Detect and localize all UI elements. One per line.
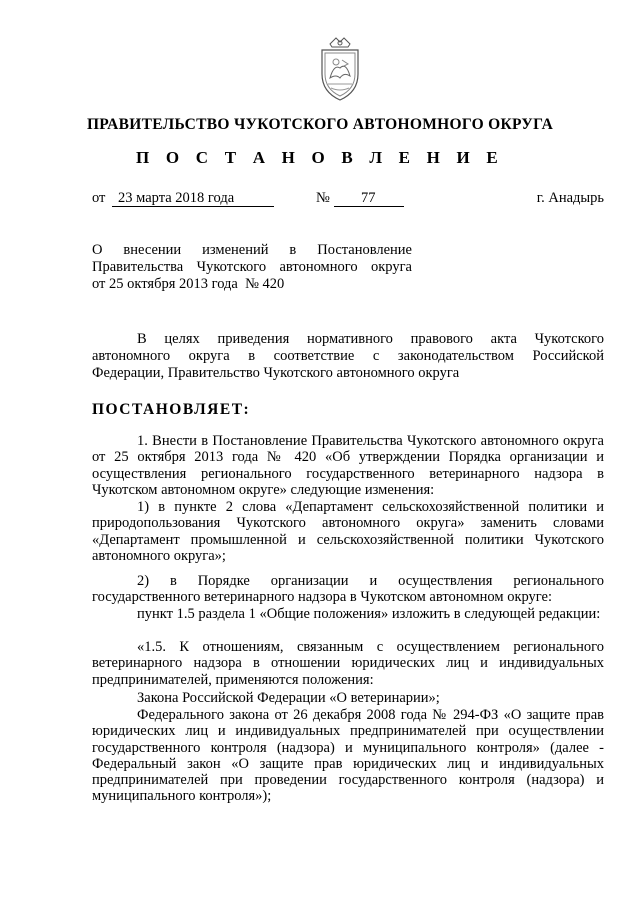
coat-of-arms-emblem — [304, 34, 376, 106]
preamble-line-2: автономного округа в соответствие с законодательством Российской — [92, 348, 604, 364]
subject-line-2: Правительства Чукотского автономного округа — [92, 259, 412, 275]
paragraph-2: 1) в пункте 2 слова «Департамент сельскохозяйственной политики и природопользования Чукотского автономного округа» заменить словами «Департамент промышленной и сельскохозяйственной политики Чукотского автономного округа»; — [92, 499, 604, 564]
subject-line-1: О внесении изменений в Постановление — [92, 242, 412, 258]
paragraph-6: Закона Российской Федерации «О ветеринарии»; — [137, 690, 440, 706]
city: г. Анадырь — [536, 190, 604, 206]
organization-title: ПРАВИТЕЛЬСТВО ЧУКОТСКОГО АВТОНОМНОГО ОКРУГА — [86, 116, 554, 133]
subject-line-3: от 25 октября 2013 года № 420 — [92, 276, 285, 292]
preamble-line-3: Федерации, Правительство Чукотского автономного округа — [92, 365, 460, 381]
paragraph-4: пункт 1.5 раздела 1 «Общие положения» изложить в следующей редакции: — [137, 606, 601, 622]
resolves-heading: ПОСТАНОВЛЯЕТ: — [92, 401, 251, 418]
document-date: 23 марта 2018 года — [118, 190, 235, 206]
paragraph-1: 1. Внести в Постановление Правительства Чукотского автономного округа от 25 октября 2013 года № 420 «Об утверждении Порядка организации и осуществления регионального государственного ветеринарного надзора в Чукотском автономном округе» следующие изменения: — [92, 433, 604, 498]
paragraph-3: 2) в Порядке организации и осуществления регионального государственного ветеринарного надзора в Чукотском автономном округе: — [92, 573, 604, 606]
document-number: 77 — [361, 190, 376, 206]
preamble-line-1: В целях приведения нормативного правового акта Чукотского — [137, 331, 604, 347]
paragraph-5: «1.5. К отношениям, связанным с осуществлением регионального ветеринарного надзора в отношении юридических лиц и индивидуальных предпринимателей, применяются положения: — [92, 639, 604, 688]
document-type-title: П О С Т А Н О В Л Е Н И Е — [136, 148, 504, 167]
number-sign: № — [316, 190, 330, 206]
paragraph-7: Федерального закона от 26 декабря 2008 года № 294-ФЗ «О защите прав юридических лиц и индивидуальных предпринимателей при осуществлении государственного контроля (надзора) и муниципального контроля» (далее - Федеральный закон «О защите прав юридических лиц и индивидуальных предпринимателей при проведении государственного контроля (надзора) и муниципального контроля»); — [92, 707, 604, 805]
date-prefix: от — [92, 190, 106, 206]
